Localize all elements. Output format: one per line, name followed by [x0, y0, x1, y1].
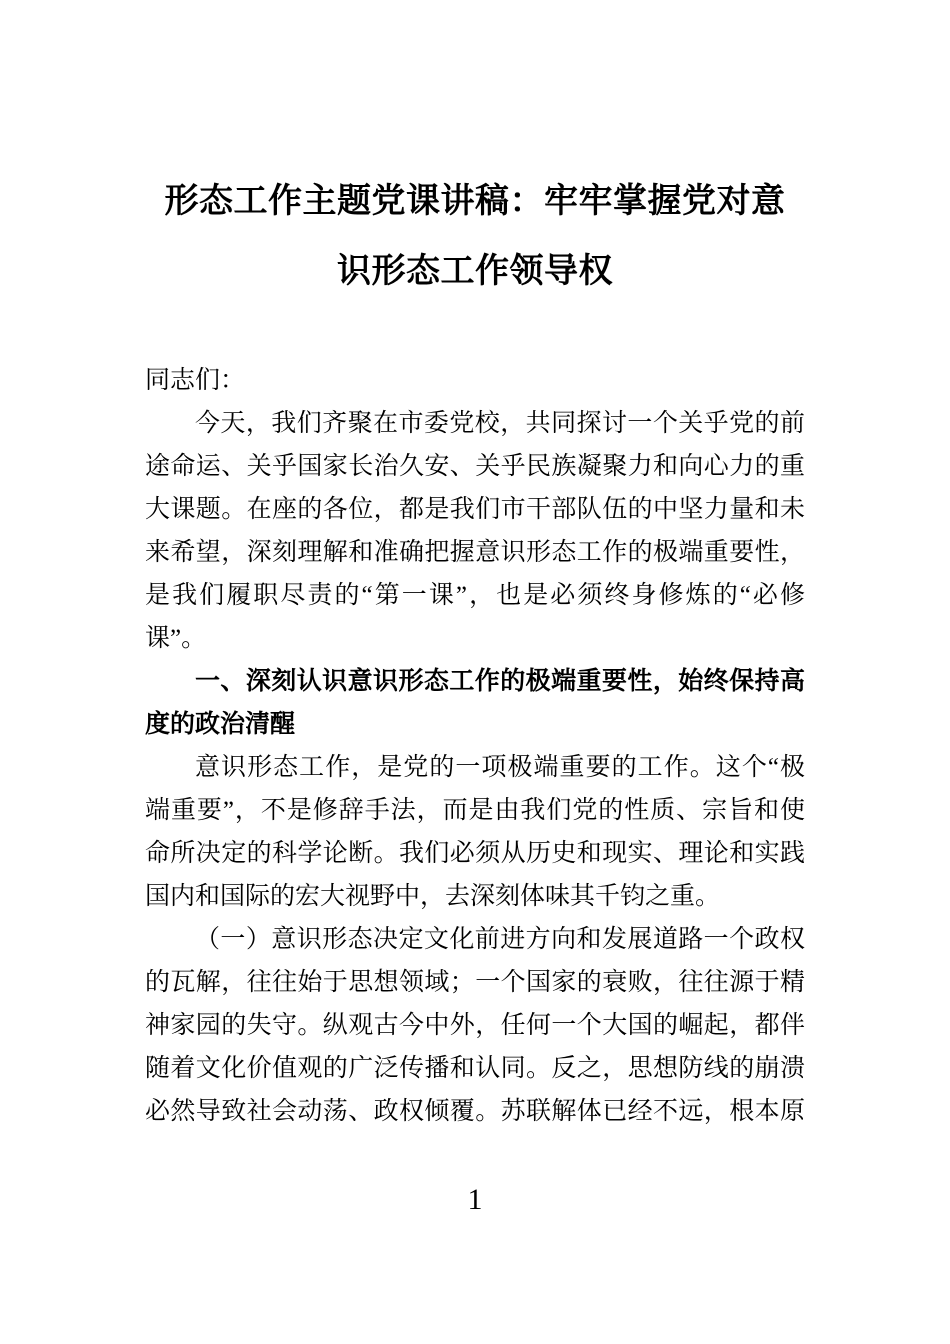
document-body — [145, 359, 805, 1133]
body-line: 是我们履职尽责的“第一课”，也是必须终身修炼的“必修 — [145, 582, 805, 609]
body-line: 大课题。在座的各位，都是我们市干部队伍的中坚力量和未 — [145, 496, 805, 523]
body-line: 的瓦解，往往始于思想领域；一个国家的衰败，往往源于精 — [145, 969, 805, 996]
body-line: 必然导致社会动荡、政权倾覆。苏联解体已经不远，根本原 — [145, 1098, 805, 1125]
body-line: 今天，我们齐聚在市委党校，共同探讨一个关乎党的前 — [195, 410, 805, 437]
body-line: 命所决定的科学论断。我们必须从历史和现实、理论和实践 — [145, 840, 805, 867]
body-line: 国内和国际的宏大视野中，去深刻体味其千钧之重。 — [145, 883, 721, 910]
section-heading-line: 一、深刻认识意识形态工作的极端重要性，始终保持高 — [195, 667, 805, 695]
page-number: 1 — [467, 1183, 483, 1216]
title-line: 识形态工作领导权 — [337, 253, 613, 290]
title-line: 形态工作主题党课讲稿：牢牢掌握党对意 — [164, 183, 786, 220]
body-line: 随着文化价值观的广泛传播和认同。反之，思想防线的崩溃 — [145, 1055, 805, 1082]
body-line: 途命运、关乎国家长治久安、关乎民族凝聚力和向心力的重 — [145, 453, 805, 480]
body-line: 意识形态工作，是党的一项极端重要的工作。这个“极 — [195, 754, 805, 781]
body-line: 端重要”，不是修辞手法，而是由我们党的性质、宗旨和使 — [145, 797, 805, 824]
body-line-salutation: 同志们： — [145, 367, 246, 394]
body-line: 来希望，深刻理解和准确把握意识形态工作的极端重要性， — [145, 539, 805, 566]
document-title — [145, 167, 805, 307]
body-line: 课”。 — [145, 625, 207, 652]
body-line: （一）意识形态决定文化前进方向和发展道路一个政权 — [195, 926, 805, 953]
body-line: 神家园的失守。纵观古今中外，任何一个大国的崛起，都伴 — [145, 1012, 805, 1039]
section-heading-line: 度的政治清醒 — [145, 710, 296, 738]
